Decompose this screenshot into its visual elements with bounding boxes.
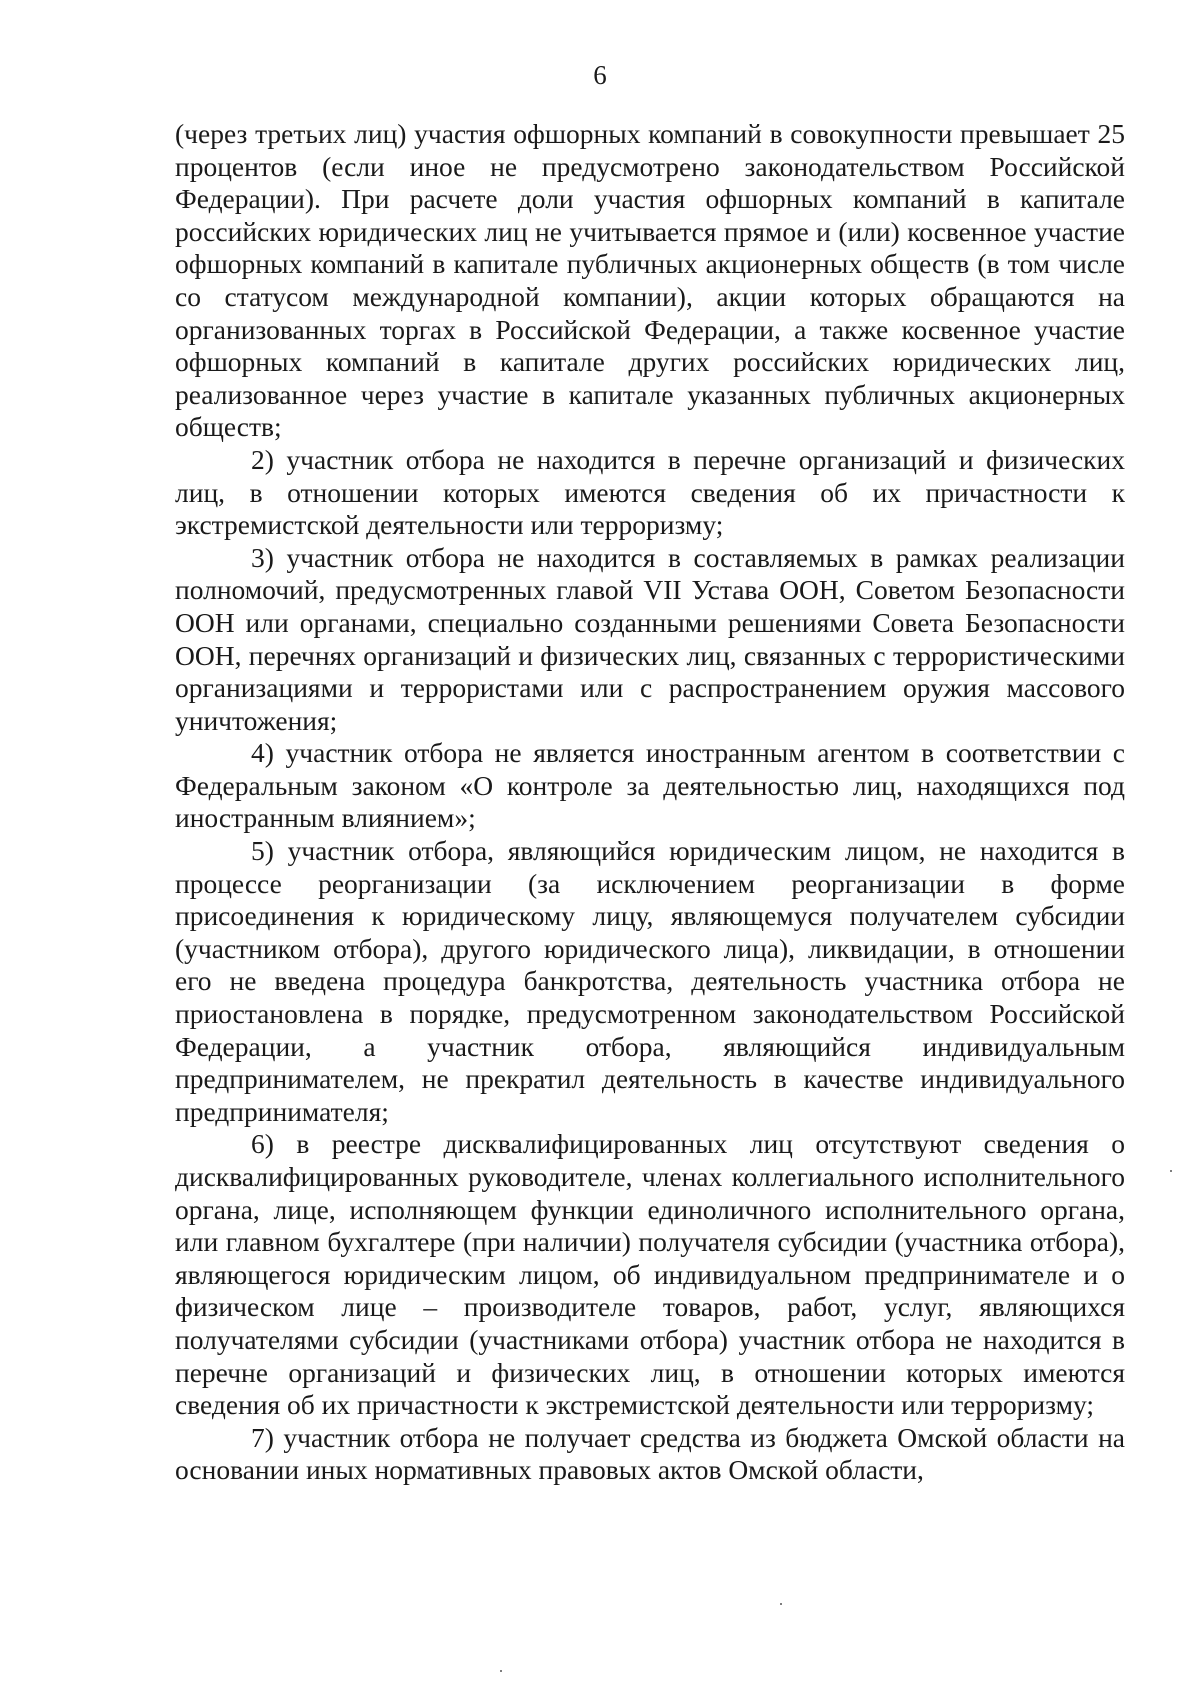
paragraph-item-7: 7) участник отбора не получает средства из бюджета Омской области на основании иных нормативных правовых актов Омской области,	[175, 1421, 1125, 1486]
page-number: 6	[593, 60, 607, 90]
scan-speck	[1170, 1170, 1172, 1172]
paragraph-offshore-continuation: (через третьих лиц) участия офшорных компаний в совокупности превышает 25 процентов (если иное не предусмотрено законодательством Российской Федерации). При расчете доли участия офшорных компаний в капитале российских юридических лиц не учитывается прямое и (или) косвенное участие офшорных компаний в капитале публичных акционерных обществ (в том числе со статусом международной компании), акции которых обращаются на организованных торгах в Российской Федерации, а также косвенное участие офшорных компаний в капитале других российских юридических лиц, реализованное через участие в капитале указанных публичных акционерных обществ;	[175, 118, 1125, 443]
scan-speck	[500, 1670, 502, 1672]
paragraph-item-2: 2) участник отбора не находится в перечне организаций и физических лиц, в отношении которых имеются сведения об их причастности к экстремистской деятельности или терроризму;	[175, 443, 1125, 541]
document-body	[175, 118, 1125, 1487]
paragraph-item-4: 4) участник отбора не является иностранным агентом в соответствии с Федеральным законом «О контроле за деятельностью лиц, находящихся под иностранным влиянием»;	[175, 737, 1125, 834]
paragraph-item-6: 6) в реестре дисквалифицированных лиц отсутствуют сведения о дисквалифицированных руководителе, членах коллегиального исполнительного органа, лице, исполняющем функции единоличного исполнительного органа, или главном бухгалтере (при наличии) получателя субсидии (участника отбора), являющегося юридическим лицом, об индивидуальном предпринимателе и о физическом лице – производителе товаров, работ, услуг, являющихся получателями субсидии (участниками отбора) участник отбора не находится в перечне организаций и физических лиц, в отношении которых имеются сведения об их причастности к экстремистской деятельности или терроризму;	[175, 1128, 1125, 1421]
paragraph-item-5: 5) участник отбора, являющийся юридическим лицом, не находится в процессе реорганизации (за исключением реорганизации в форме присоединения к юридическому лицу, являющемуся получателем субсидии (участником отбора), другого юридического лица), ликвидации, в отношении его не введена процедура банкротства, деятельность участника отбора не приостановлена в порядке, предусмотренном законодательством Российской Федерации, а участник отбора, являющийся индивидуальным предпринимателем, не прекратил деятельность в качестве индивидуального предпринимателя;	[175, 835, 1125, 1127]
scan-speck	[780, 1603, 782, 1605]
paragraph-item-3: 3) участник отбора не находится в составляемых в рамках реализации полномочий, предусмотренных главой VII Устава ООН, Советом Безопасности ООН или органами, специально созданными решениями Совета Безопасности ООН, перечнях организаций и физических лиц, связанных с террористическими организациями и террористами или с распространением оружия массового уничтожения;	[175, 541, 1125, 736]
